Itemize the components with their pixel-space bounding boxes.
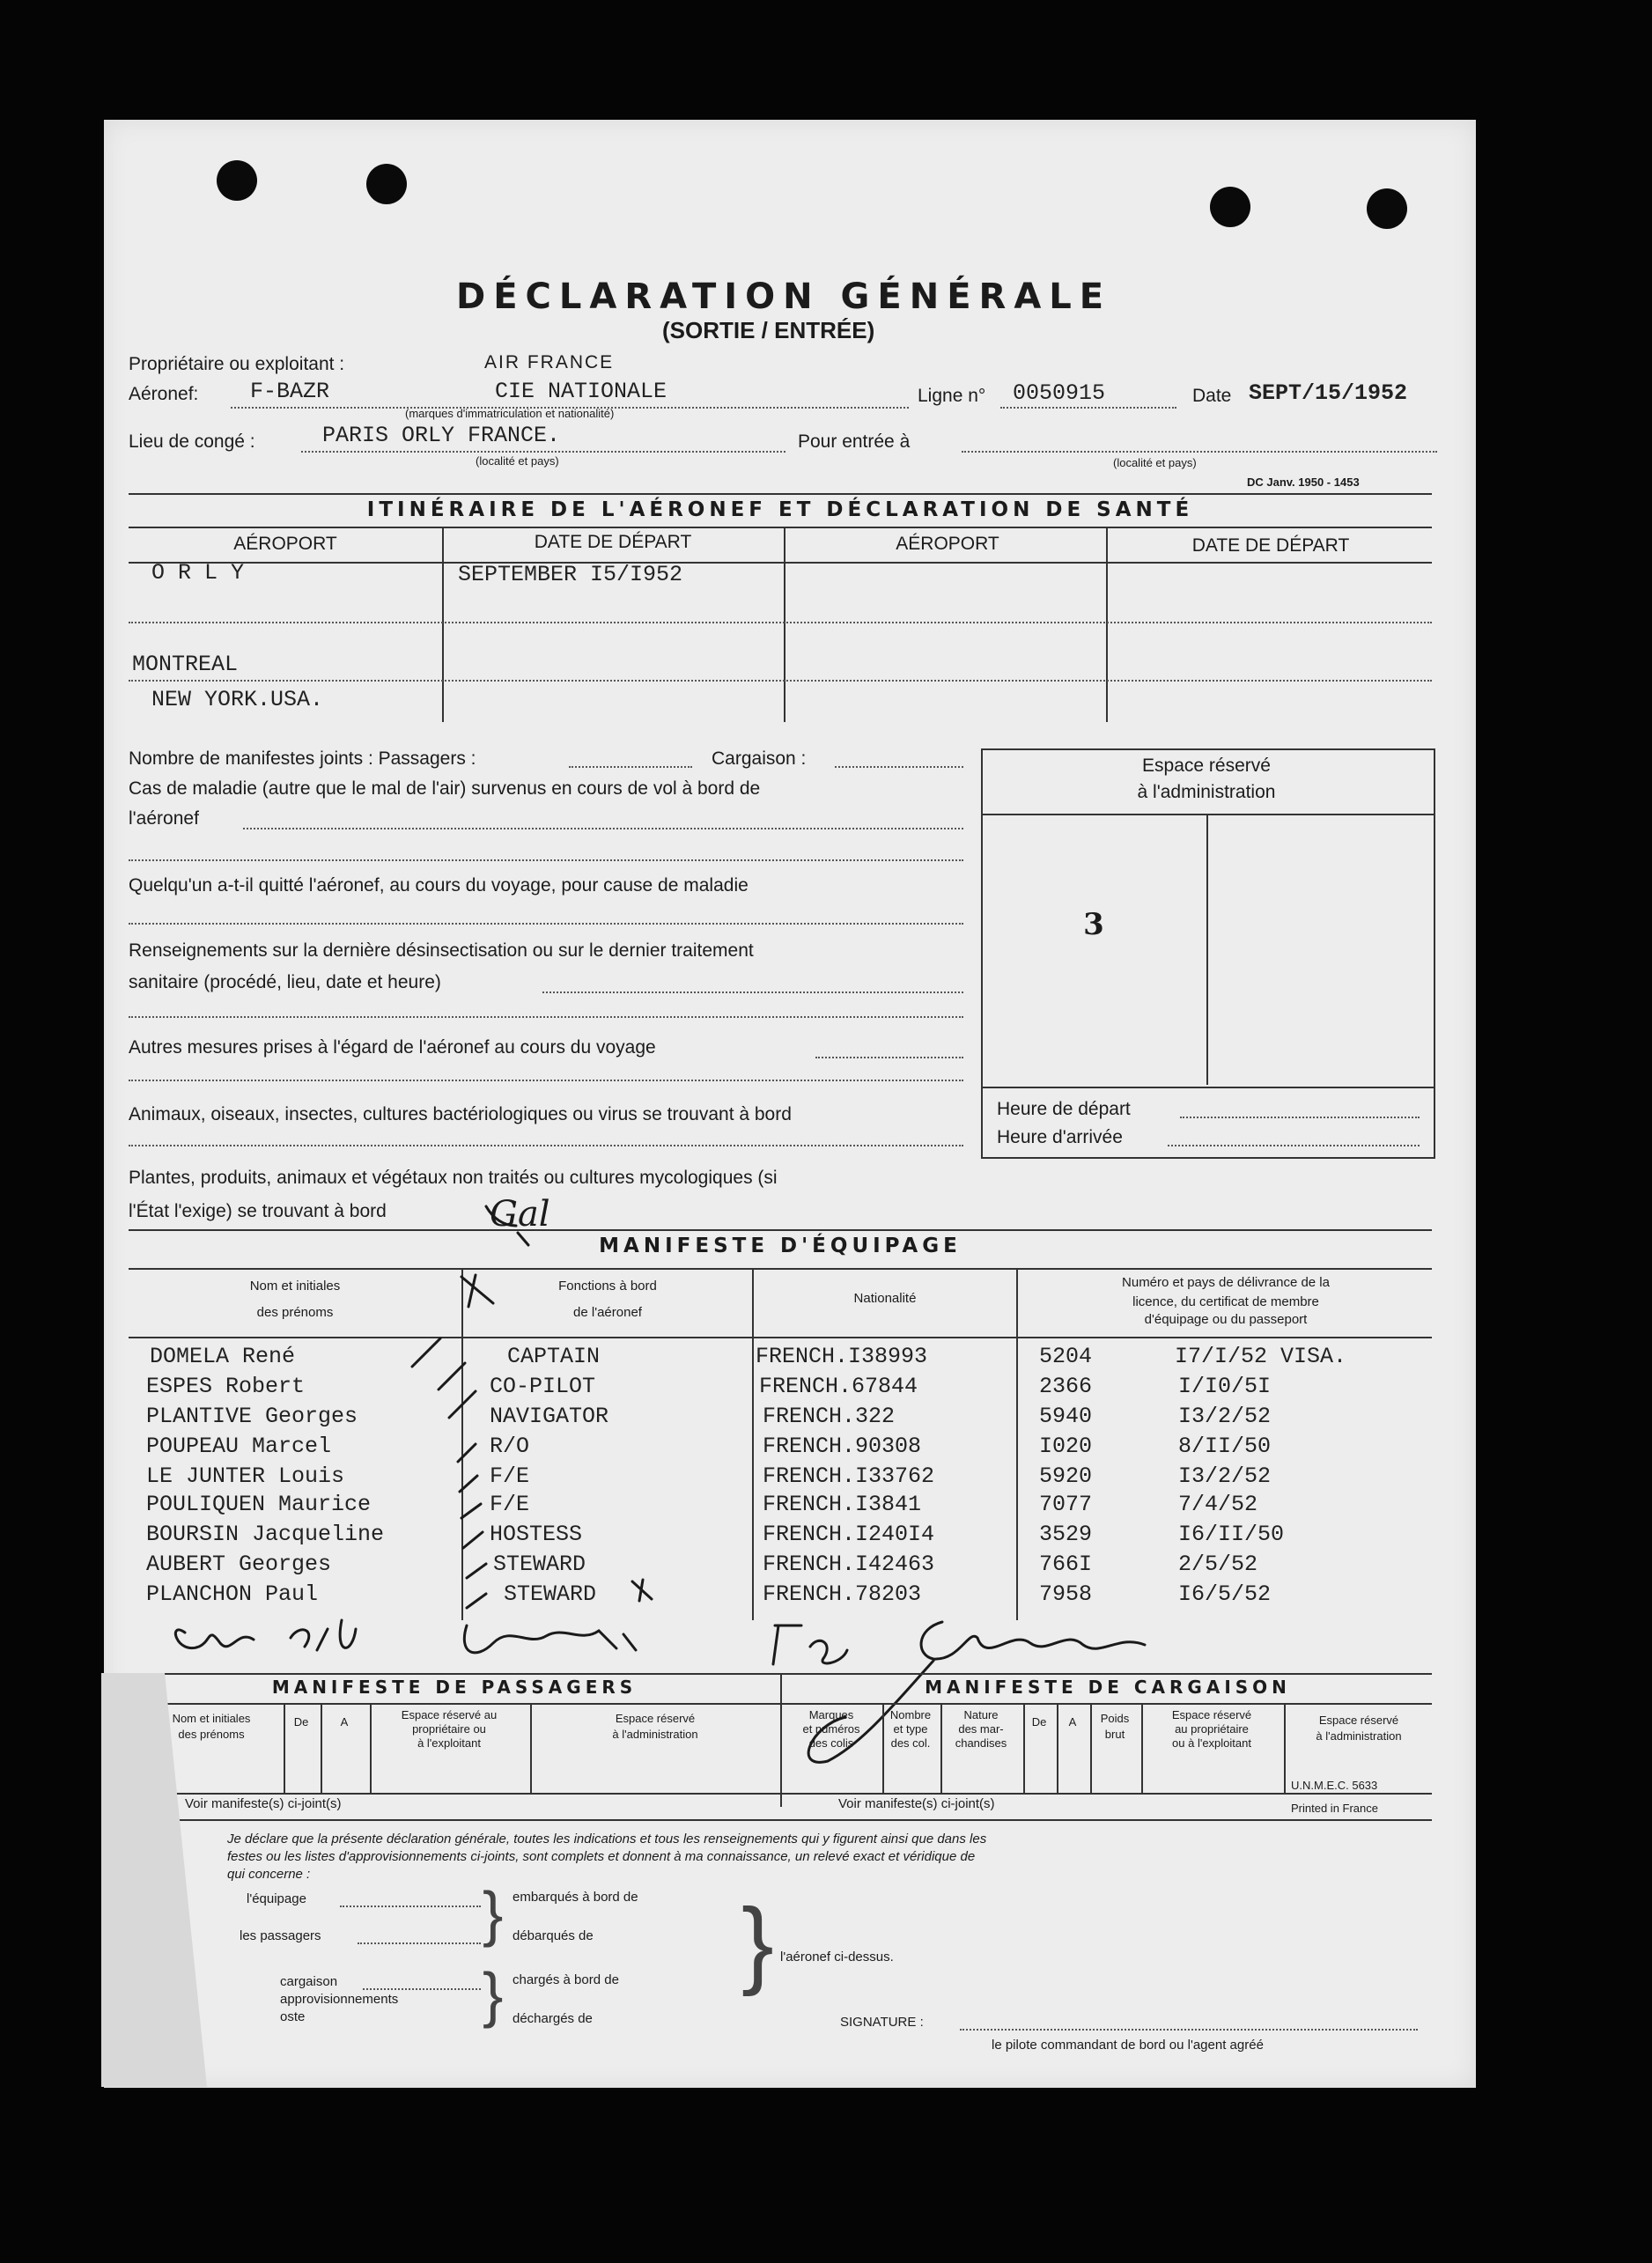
departure-place-value: PARIS ORLY FRANCE. xyxy=(322,423,561,448)
crew-license-date: I6/5/52 xyxy=(1178,1581,1272,1607)
cargo-band: MANIFESTE DE CARGAISON xyxy=(925,1677,1291,1698)
crew-license-number: 5940 xyxy=(1039,1404,1093,1429)
itinerary-airport: MONTREAL xyxy=(132,652,239,677)
declaration-text-2: festes ou les listes d'approvisionnements ci-joints, sont complets et donnent à ma connaissance, un relevé exact et véridique de xyxy=(227,1849,976,1864)
col-date: DATE DE DÉPART xyxy=(534,532,692,552)
crew-license-date: I/I0/5I xyxy=(1178,1374,1272,1399)
decl-loaded: chargés à bord de xyxy=(513,1972,619,1987)
cargo-col-marks-2: et numéros xyxy=(802,1722,860,1736)
plants-label: Plantes, produits, animaux et végétaux non traités ou cultures mycologiques (si xyxy=(129,1168,778,1188)
brace-icon: } xyxy=(483,1879,504,1948)
crew-license-number: 7958 xyxy=(1039,1581,1093,1607)
field-line xyxy=(340,1905,481,1907)
document-subtitle: (SORTIE / ENTRÉE) xyxy=(662,317,875,343)
arrival-time-label: Heure d'arrivée xyxy=(997,1127,1123,1147)
crew-name: POUPEAU Marcel xyxy=(146,1434,332,1459)
crew-nationality: FRENCH.I240I4 xyxy=(763,1522,935,1547)
line-label: Ligne n° xyxy=(918,386,986,406)
crew-license-number: 2366 xyxy=(1039,1374,1093,1399)
doc-code: DC Janv. 1950 - 1453 xyxy=(1247,475,1360,489)
cargo-col-marks: Marques xyxy=(808,1708,854,1721)
crew-function: CAPTAIN xyxy=(507,1344,601,1369)
plants-handwriting: Gal xyxy=(490,1194,550,1235)
passengers-band: MANIFESTE DE PASSAGERS xyxy=(271,1677,638,1698)
decl-aircraft-above: l'aéronef ci-dessus. xyxy=(780,1950,894,1964)
pass-col-operator: Espace réservé au xyxy=(401,1708,498,1721)
decl-boarded: embarqués à bord de xyxy=(513,1890,638,1905)
cargo-count-label: Cargaison : xyxy=(712,748,807,769)
itinerary-airport: NEW YORK.USA. xyxy=(151,687,324,712)
date-value: SEPT/15/1952 xyxy=(1249,380,1408,406)
owner-value: AIR FRANCE xyxy=(484,352,615,372)
date-label: Date xyxy=(1192,386,1232,406)
crew-license-number: 3529 xyxy=(1039,1522,1093,1547)
declaration-text-3: qui concerne : xyxy=(227,1867,311,1882)
pass-col-a: A xyxy=(340,1715,349,1729)
printer-code: U.N.M.E.C. 5633 xyxy=(1291,1779,1378,1792)
entry-locality-note: (localité et pays) xyxy=(1113,456,1197,469)
disinsect-label-2: sanitaire (procédé, lieu, date et heure) xyxy=(129,972,441,992)
crew-nationality: FRENCH.67844 xyxy=(759,1374,918,1399)
crew-license-date: 7/4/52 xyxy=(1178,1492,1258,1517)
locality-note: (localité et pays) xyxy=(476,454,559,468)
pass-col-operator-2: propriétaire ou xyxy=(412,1722,486,1736)
brace-icon: } xyxy=(741,1889,774,1997)
crew-license-date: 8/II/50 xyxy=(1178,1434,1272,1459)
crew-col-nationality: Nationalité xyxy=(853,1291,917,1306)
cargo-col-a: A xyxy=(1068,1715,1077,1729)
decl-passengers-label: les passagers xyxy=(240,1928,321,1943)
crew-col-license-2: licence, du certificat de membre xyxy=(1132,1294,1319,1309)
cargo-col-operator-3: ou à l'exploitant xyxy=(1172,1736,1251,1750)
decl-disembarked: débarqués de xyxy=(513,1928,594,1943)
cargo-col-count-3: des col. xyxy=(890,1736,931,1750)
crew-license-date: I7/I/52 VISA. xyxy=(1175,1344,1347,1369)
cargo-col-nature-3: chandises xyxy=(955,1736,1007,1750)
divider xyxy=(129,1819,1432,1821)
animals-label: Animaux, oiseaux, insectes, cultures bactériologiques ou virus se trouvant à bord xyxy=(129,1104,792,1124)
crew-nationality: FRENCH.78203 xyxy=(763,1581,922,1607)
cargo-col-operator: Espace réservé xyxy=(1171,1708,1252,1721)
pass-col-admin-2: à l'administration xyxy=(612,1728,698,1741)
pass-col-de: De xyxy=(293,1715,309,1729)
field-line xyxy=(363,1988,481,1990)
other-measures-label: Autres mesures prises à l'égard de l'aéronef au cours du voyage xyxy=(129,1037,656,1058)
aircraft-registration: F-BAZR xyxy=(250,379,330,404)
sickness-label-2: l'aéronef xyxy=(129,808,199,829)
crew-function: F/E xyxy=(490,1492,530,1517)
brace-icon: } xyxy=(483,1960,504,2029)
crew-function: NAVIGATOR xyxy=(490,1404,609,1429)
divider xyxy=(129,1793,1432,1795)
departure-place-label: Lieu de congé : xyxy=(129,431,255,452)
crew-col-name: Nom et initiales xyxy=(249,1279,341,1294)
crew-nationality: FRENCH.I38993 xyxy=(756,1344,928,1369)
crew-license-date: I6/II/50 xyxy=(1178,1522,1285,1547)
entry-label: Pour entrée à xyxy=(798,431,911,452)
col-airport: AÉROPORT xyxy=(233,534,337,554)
decl-cargo-label: cargaison xyxy=(280,1974,338,1989)
crew-name: LE JUNTER Louis xyxy=(146,1463,345,1489)
admin-box-number: 3 xyxy=(1083,907,1104,942)
col-date-2: DATE DE DÉPART xyxy=(1191,535,1350,556)
cargo-col-admin: Espace réservé xyxy=(1318,1714,1399,1727)
pass-col-operator-3: à l'exploitant xyxy=(417,1736,481,1750)
crew-function: F/E xyxy=(490,1463,530,1489)
crew-col-function: Fonctions à bord xyxy=(558,1279,657,1294)
cargo-see-manifest: Voir manifeste(s) ci-joint(s) xyxy=(838,1796,995,1811)
crew-license-number: 766I xyxy=(1039,1552,1093,1577)
crew-function: CO-PILOT xyxy=(490,1374,596,1399)
declaration-text: Je déclare que la présente déclaration générale, toutes les indications et tous les renseignements qui y figurent ainsi que dans les xyxy=(227,1832,987,1847)
line-number: 0050915 xyxy=(1013,380,1106,406)
signature-label: SIGNATURE : xyxy=(840,2015,924,2030)
cargo-col-marks-3: des colis xyxy=(808,1736,854,1750)
cargo-col-weight: Poids xyxy=(1100,1712,1130,1725)
decl-supplies-label: approvisionnements xyxy=(280,1992,399,2007)
cargo-col-count: Nombre xyxy=(889,1708,932,1721)
field-line xyxy=(358,1942,481,1944)
crew-band: MANIFESTE D'ÉQUIPAGE xyxy=(599,1235,962,1257)
crew-name: AUBERT Georges xyxy=(146,1552,332,1577)
crew-function: R/O xyxy=(490,1434,530,1459)
decl-crew-label: l'équipage xyxy=(247,1891,306,1906)
crew-col-name-2: des prénoms xyxy=(256,1305,334,1320)
admin-box-title: Espace réservé xyxy=(1142,756,1271,776)
crew-nationality: FRENCH.I33762 xyxy=(763,1463,935,1489)
manifests-label: Nombre de manifestes joints : Passagers : xyxy=(129,748,476,769)
crew-name: DOMELA René xyxy=(150,1344,296,1369)
crew-license-number: 7077 xyxy=(1039,1492,1093,1517)
crew-col-function-2: de l'aéronef xyxy=(573,1305,642,1320)
printer-country: Printed in France xyxy=(1291,1802,1378,1815)
crew-license-date: I3/2/52 xyxy=(1178,1404,1272,1429)
crew-name: POULIQUEN Maurice xyxy=(146,1492,372,1517)
crew-name: PLANCHON Paul xyxy=(146,1581,319,1607)
crew-name: BOURSIN Jacqueline xyxy=(146,1522,385,1547)
aircraft-nationality: CIE NATIONALE xyxy=(495,379,667,404)
crew-nationality: FRENCH.I42463 xyxy=(763,1552,935,1577)
cargo-col-operator-2: au propriétaire xyxy=(1175,1722,1249,1736)
crew-license-number: I020 xyxy=(1039,1434,1093,1459)
crew-nationality: FRENCH.I3841 xyxy=(763,1492,922,1517)
crew-license-number: 5204 xyxy=(1039,1344,1093,1369)
cargo-col-weight-2: brut xyxy=(1104,1728,1125,1741)
crew-function: STEWARD xyxy=(504,1581,597,1607)
cargo-col-admin-2: à l'administration xyxy=(1316,1729,1402,1743)
cargo-col-count-2: et type xyxy=(893,1722,928,1736)
itinerary-date: SEPTEMBER I5/I952 xyxy=(458,562,683,587)
itinerary-band: ITINÉRAIRE DE L'AÉRONEF ET DÉCLARATION DE SANTÉ xyxy=(366,498,1194,521)
cargo-col-nature: Nature xyxy=(963,1708,999,1721)
decl-unloaded: déchargés de xyxy=(513,2011,593,2026)
crew-function: STEWARD xyxy=(493,1552,586,1577)
aircraft-label: Aéronef: xyxy=(129,384,199,404)
itinerary-airport: O R L Y xyxy=(151,560,245,586)
signature-line xyxy=(960,2029,1418,2031)
crew-function: HOSTESS xyxy=(490,1522,583,1547)
crew-name: ESPES Robert xyxy=(146,1374,306,1399)
sickness-label: Cas de maladie (autre que le mal de l'air) survenus en cours de vol à bord de xyxy=(129,778,761,799)
pass-col-name-2: des prénoms xyxy=(178,1728,245,1741)
crew-col-license: Numéro et pays de délivrance de la xyxy=(1122,1275,1330,1290)
pass-col-name: Nom et initiales xyxy=(172,1712,251,1725)
col-airport-2: AÉROPORT xyxy=(896,534,999,554)
left-aircraft-label: Quelqu'un a-t-il quitté l'aéronef, au cours du voyage, pour cause de maladie xyxy=(129,875,749,896)
crew-col-license-3: d'équipage ou du passeport xyxy=(1144,1312,1308,1327)
departure-time-label: Heure de départ xyxy=(997,1099,1131,1119)
owner-label: Propriétaire ou exploitant : xyxy=(129,354,345,374)
admin-box-title-2: à l'administration xyxy=(1137,782,1276,802)
pass-col-admin: Espace réservé xyxy=(615,1712,696,1725)
cargo-col-de: De xyxy=(1031,1715,1047,1729)
cargo-col-nature-2: des mar- xyxy=(958,1722,1004,1736)
disinsect-label: Renseignements sur la dernière désinsectisation ou sur le dernier traitement xyxy=(129,940,754,961)
crew-license-number: 5920 xyxy=(1039,1463,1093,1489)
decl-supplies-label-2: oste xyxy=(280,2009,306,2024)
crew-license-date: I3/2/52 xyxy=(1178,1463,1272,1489)
crew-name: PLANTIVE Georges xyxy=(146,1404,358,1429)
pass-see-manifest: Voir manifeste(s) ci-joint(s) xyxy=(185,1796,342,1811)
crew-license-date: 2/5/52 xyxy=(1178,1552,1258,1577)
crew-nationality: FRENCH.90308 xyxy=(763,1434,922,1459)
aircraft-note: (marques d'immatriculation et nationalité) xyxy=(405,407,615,420)
crew-nationality: FRENCH.322 xyxy=(763,1404,896,1429)
plants-label-2: l'État l'exige) se trouvant à bord xyxy=(129,1201,387,1221)
document-title: DÉCLARATION GÉNÉRALE xyxy=(456,276,1112,317)
signatory-label: le pilote commandant de bord ou l'agent agréé xyxy=(992,2038,1264,2053)
